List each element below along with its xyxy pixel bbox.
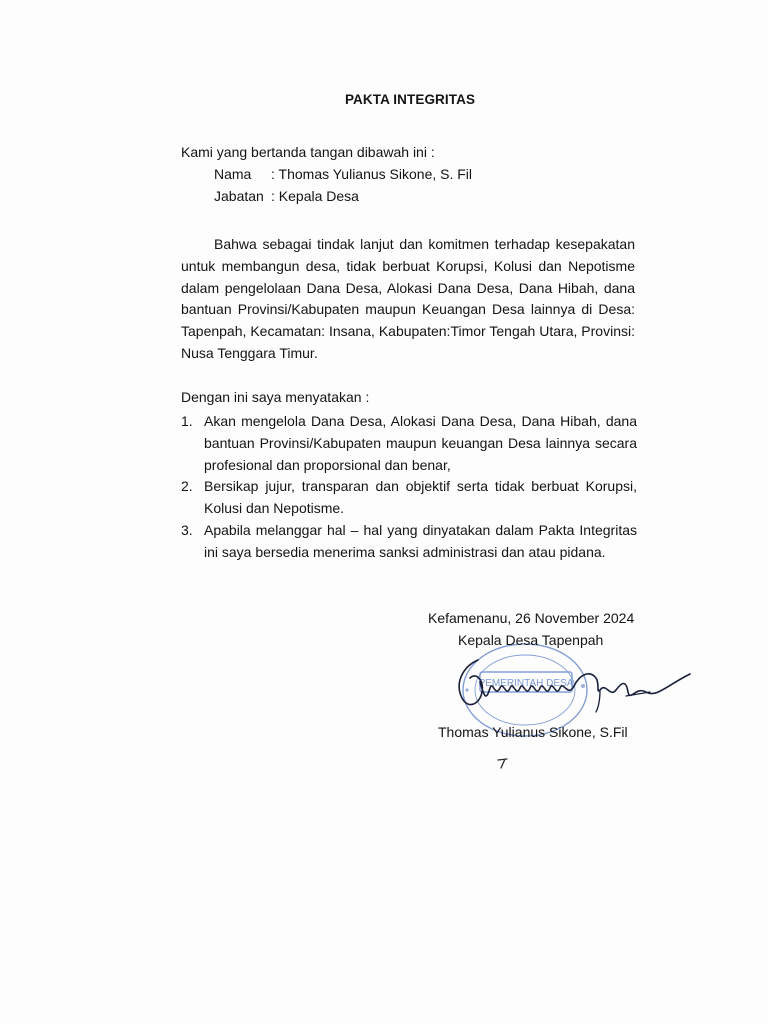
list-item-number: 3. bbox=[181, 521, 193, 538]
field-jabatan-value: : Kepala Desa bbox=[271, 188, 359, 204]
list-item-number: 1. bbox=[181, 413, 193, 429]
intro-text: Kami yang bertanda tangan dibawah ini : bbox=[181, 144, 435, 160]
list-item bbox=[181, 476, 637, 520]
list-item-number: 2. bbox=[181, 478, 193, 495]
field-jabatan bbox=[214, 188, 359, 204]
small-mark-icon bbox=[497, 757, 511, 769]
list-item bbox=[181, 411, 637, 476]
list-item-text: Bersikap jujur, transparan dan objektif serta tidak berbuat Korupsi, Kolusi dan Nepotisme. bbox=[204, 478, 637, 517]
signature-name: Thomas Yulianus Sikone, S.Fil bbox=[438, 724, 628, 740]
field-nama-label: Nama bbox=[214, 166, 252, 182]
handwritten-signature-icon bbox=[450, 652, 700, 732]
signature-role: Kepala Desa Tapenpah bbox=[458, 632, 604, 648]
declaration-intro: Dengan ini saya menyatakan : bbox=[181, 389, 370, 405]
declaration-list bbox=[181, 411, 637, 564]
list-item-text: Apabila melanggar hal – hal yang dinyatakan dalam Pakta Integritas ini saya bersedia menerima sanksi administrasi dan atau pidana. bbox=[204, 521, 637, 560]
list-item-text: Akan mengelola Dana Desa, Alokasi Dana Desa, Dana Hibah, dana bantuan Provinsi/Kabupaten maupun keuangan Desa lainnya secara profesional dan proporsional dan benar, bbox=[204, 413, 637, 473]
field-jabatan-label: Jabatan bbox=[214, 188, 264, 204]
signature-place-date: Kefamenanu, 26 November 2024 bbox=[428, 610, 635, 626]
document-title: PAKTA INTEGRITAS bbox=[344, 92, 476, 107]
list-item bbox=[181, 520, 637, 564]
field-nama bbox=[214, 166, 472, 182]
stamp-text: PEMERINTAH DESA bbox=[478, 678, 574, 689]
field-nama-value: : Thomas Yulianus Sikone, S. Fil bbox=[271, 166, 473, 182]
commitment-paragraph: Bahwa sebagai tindak lanjut dan komitmen terhadap kesepakatan untuk membangun desa, tidak berbuat Korupsi, Kolusi dan Nepotisme dalam pengelolaan Dana Desa, Alokasi Dana Desa, Dana Hibah, dana bantuan Provinsi/Kabupaten maupun Keuangan Desa lainnya di Desa: Tapenpah, Kecamatan: Insana, Kabupaten:Timor Tengah Utara, Provinsi: Nusa Tenggara Timur. bbox=[181, 236, 635, 361]
